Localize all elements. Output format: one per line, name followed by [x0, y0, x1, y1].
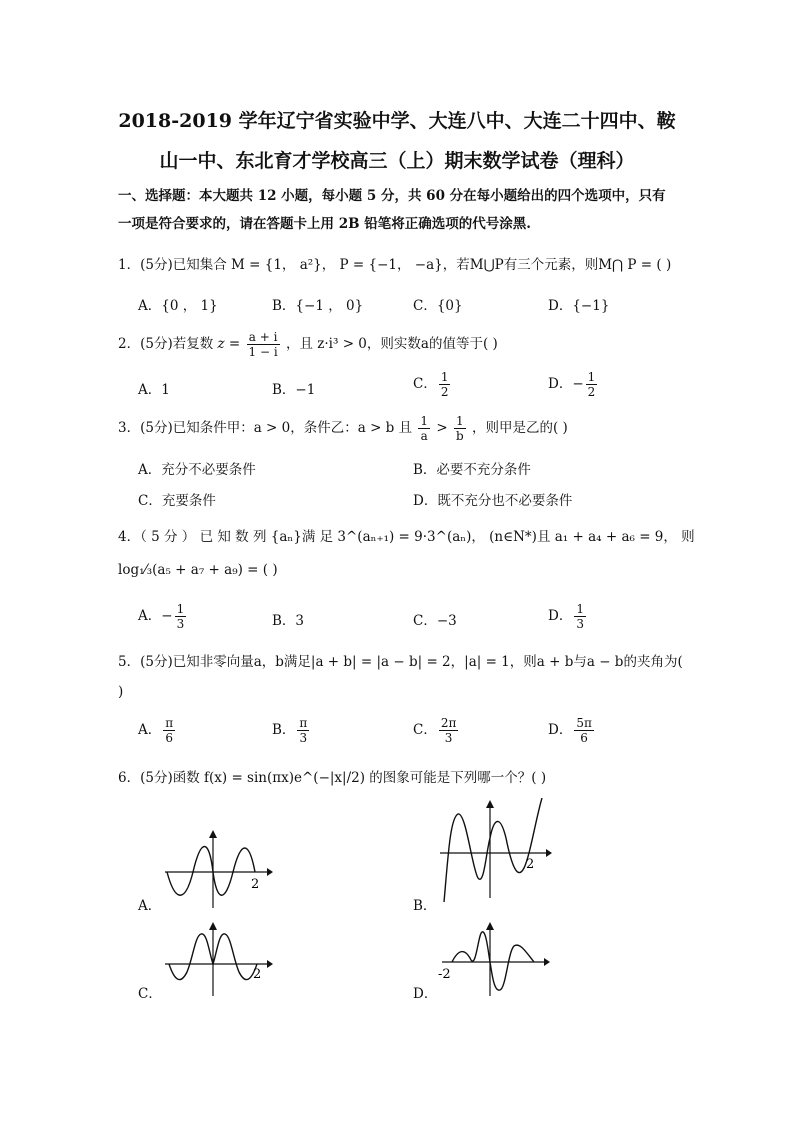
q2-option-b[interactable]: B．−1: [272, 382, 316, 398]
q1-option-b[interactable]: B．{−1 ， 0}: [272, 298, 364, 314]
q6-graph-d: [438, 922, 553, 998]
q5-option-c-label: C．: [413, 722, 437, 738]
q5-option-b-label: B．: [272, 722, 296, 738]
q3-gt: >: [436, 420, 448, 436]
curve: [167, 847, 255, 896]
q5-a-num: π: [165, 716, 174, 730]
q5-b-num: π: [299, 716, 308, 730]
x-tick-label: 2: [526, 857, 535, 872]
q2-option-c[interactable]: [413, 370, 452, 399]
q5-option-a-label: A．: [138, 722, 162, 738]
q3-option-a[interactable]: A．充分不必要条件: [138, 462, 256, 478]
curve: [452, 932, 534, 990]
q6-option-d[interactable]: D．: [413, 986, 438, 1002]
q5-c-den: 3: [444, 731, 453, 745]
q2-option-d[interactable]: [548, 370, 599, 399]
page-title-line2: 山一中、东北育才学校高三（上）期末数学试卷（理科）: [159, 150, 635, 172]
question-1: [118, 253, 671, 273]
q3-f1-den: a: [420, 429, 428, 443]
question-5-line2: ): [118, 684, 124, 700]
q5-option-d[interactable]: [548, 716, 596, 745]
q2-option-a[interactable]: A．1: [138, 382, 170, 398]
x-axis-arrow: [267, 868, 273, 876]
x-tick-label: 2: [253, 967, 262, 982]
q6-option-c[interactable]: C．: [138, 986, 162, 1002]
q2-option-d-frac: [586, 370, 598, 399]
question-3: [118, 414, 568, 443]
question-4-line2: log₁⁄₃(a₅ + a₇ + a₉) = ( ): [118, 562, 278, 578]
section-instructions: [118, 182, 678, 238]
q3-prefix: 3．(5分)已知条件甲：a > 0，条件乙：a > b 且: [118, 420, 413, 436]
q3-frac2: [454, 414, 466, 443]
page-title-line1: 2018-2019 学年辽宁省实验中学、大连八中、大连二十四中、鞍: [118, 110, 676, 132]
q5-c-num: 2π: [440, 716, 457, 730]
q4-option-a[interactable]: [138, 602, 188, 631]
q5-option-b[interactable]: [272, 716, 311, 745]
x-axis-arrow: [267, 960, 273, 968]
q2-d-num: 1: [587, 370, 596, 384]
q4-option-d-label: D．: [548, 608, 573, 624]
q4-option-a-frac: [175, 602, 187, 631]
q3-suffix: ，则甲是乙的( ): [471, 420, 568, 436]
section-line1: 一、选择题：本大题共 12 小题，每小题 5 分，共 60 分在每小题给出的四个选项中，只有: [118, 188, 666, 204]
x-tick-label: -2: [438, 967, 451, 982]
q5-option-d-frac: [574, 716, 594, 745]
q1-option-c[interactable]: C．{0}: [413, 298, 463, 314]
q2-option-c-frac: [439, 370, 451, 399]
question-4-line1: 4．（ 5 分 ） 已 知 数 列 {aₙ}满 足 3^(aₙ₊₁) = 9·3^(aₙ)， (n∈N*)且 a₁ + a₄ + a₆ = 9， 则: [118, 529, 695, 545]
q5-option-c-frac: [439, 716, 459, 745]
q2-d-den: 2: [587, 385, 596, 399]
q3-option-c[interactable]: C．充要条件: [138, 493, 216, 509]
q3-f2-num: 1: [454, 414, 466, 429]
q2-c-num: 1: [440, 370, 449, 384]
q1-text: 1．(5分)已知集合: [118, 257, 227, 273]
q4-a-num: 1: [176, 602, 185, 616]
q2-option-c-label: C．: [413, 376, 437, 392]
q6-graph-c: [163, 922, 273, 998]
q4-option-d[interactable]: [548, 602, 588, 631]
q6-graph-a: [163, 830, 273, 910]
x-tick-label: 2: [251, 877, 260, 892]
q2-den: 1 − i: [248, 345, 278, 359]
q2-fraction: [247, 330, 280, 359]
curve: [444, 798, 542, 902]
q3-option-d[interactable]: D．既不充分也不必要条件: [413, 493, 573, 509]
q5-option-d-label: D．: [548, 722, 573, 738]
x-axis-arrow: [546, 849, 552, 857]
section-line2: 一项是符合要求的，请在答题卡上用 2B 铅笔将正确选项的代号涂黑.: [118, 216, 531, 232]
q2-option-d-label: D．−: [548, 376, 584, 392]
q5-option-a[interactable]: [138, 716, 177, 745]
q6-graph-b: [438, 798, 553, 904]
q2-c-den: 2: [440, 385, 449, 399]
q2-prefix: 2．(5分)若复数: [118, 336, 214, 352]
q5-option-c[interactable]: [413, 716, 460, 745]
q3-frac1: [418, 414, 430, 443]
q5-d-num: 5π: [576, 716, 592, 730]
q5-a-den: 6: [165, 731, 174, 745]
y-axis-arrow: [486, 922, 494, 930]
q4-d-den: 3: [576, 617, 584, 631]
q2-suffix: ，且 z·i³ > 0，则实数a的值等于( ): [285, 336, 498, 352]
q4-option-d-frac: [574, 602, 586, 631]
q1-expr: M = {1， a²}， P = {−1， −a}，若M⋃P有三个元素，则M⋂ P = ( ): [231, 257, 672, 273]
q3-f2-den: b: [455, 429, 464, 443]
y-axis-arrow: [486, 800, 494, 808]
q4-option-c[interactable]: C．−3: [413, 613, 457, 629]
q4-option-b[interactable]: B．3: [272, 613, 305, 629]
q2-z: z =: [217, 336, 241, 352]
question-6: 6．(5分)函数 f(x) = sin(πx)e^(−|x|/2) 的图象可能是下列哪一个？( ): [118, 770, 547, 786]
question-2: [118, 330, 498, 359]
q4-a-den: 3: [176, 617, 185, 631]
q2-num: a + i: [247, 330, 280, 345]
q4-option-a-label: A．−: [138, 608, 173, 624]
q5-d-den: 6: [580, 731, 588, 745]
x-axis-arrow: [544, 958, 550, 966]
q1-option-d[interactable]: D．{−1}: [548, 298, 610, 314]
q6-option-a[interactable]: A．: [138, 898, 162, 914]
question-5-line1: 5．(5分)已知非零向量a，b满足|a + b| = |a − b| = 2，|a| = 1，则a + b与a − b的夹角为(: [118, 654, 683, 670]
y-axis-arrow: [209, 830, 217, 838]
q3-option-b[interactable]: B．必要不充分条件: [413, 462, 531, 478]
y-axis-arrow: [209, 922, 217, 930]
q5-option-a-frac: [163, 716, 175, 745]
q6-option-b[interactable]: B．: [413, 898, 437, 914]
q1-option-a[interactable]: A．{0 ， 1}: [138, 298, 218, 314]
q3-f1-num: 1: [420, 414, 429, 428]
q5-b-den: 3: [299, 731, 308, 745]
q5-option-b-frac: [297, 716, 309, 745]
q4-d-num: 1: [576, 602, 584, 616]
